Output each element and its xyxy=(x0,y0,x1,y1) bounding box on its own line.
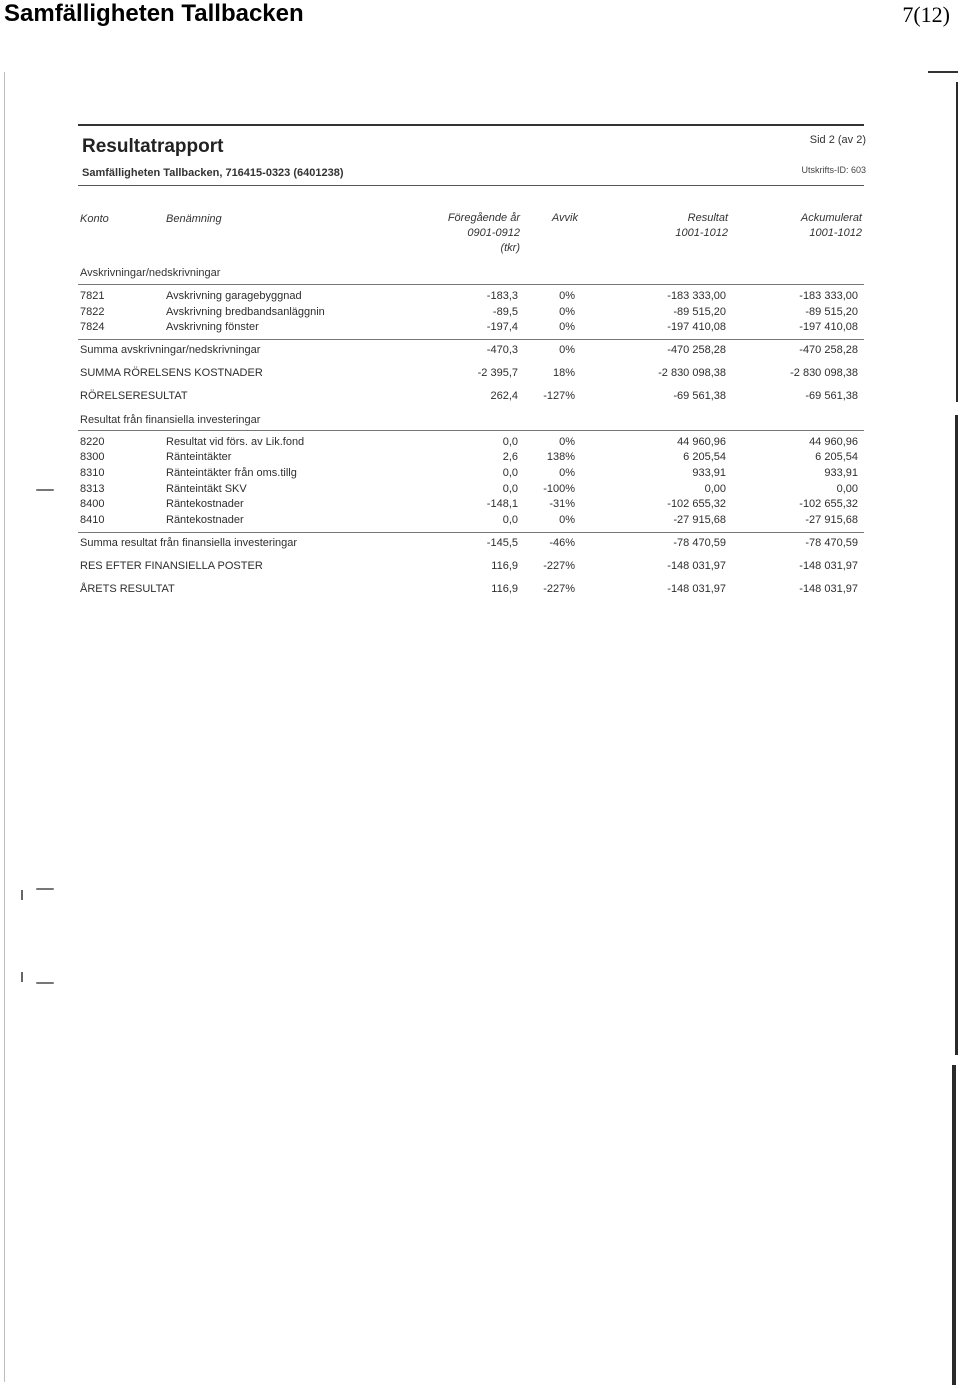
column-header-result-line1: Resultat xyxy=(687,212,728,224)
total-label: ÅRETS RESULTAT xyxy=(80,583,175,595)
scan-edge-right xyxy=(952,1065,956,1385)
section-rule xyxy=(78,430,864,431)
deviation-value: 0% xyxy=(559,436,575,448)
scan-edge-mark xyxy=(928,71,958,73)
previous-year-value: 262,4 xyxy=(490,390,518,402)
previous-year-value: 2,6 xyxy=(502,451,518,463)
previous-year-value: -89,5 xyxy=(492,306,518,318)
column-header-previous-year xyxy=(448,211,520,256)
previous-year-value: 0,0 xyxy=(502,436,518,448)
account-number: 7824 xyxy=(80,321,105,333)
account-number: 7821 xyxy=(80,290,105,302)
report-top-rule xyxy=(78,124,864,126)
previous-year-value: -145,5 xyxy=(486,537,518,549)
report-subtitle-rule xyxy=(78,185,864,186)
result-value: 0,00 xyxy=(704,483,726,495)
account-name: Avskrivning fönster xyxy=(166,321,259,333)
account-number: 8220 xyxy=(80,436,105,448)
table-row xyxy=(78,306,864,322)
account-name: Resultat vid förs. av Lik.fond xyxy=(166,436,305,448)
subtotal-row xyxy=(78,537,864,553)
result-value: -148 031,97 xyxy=(667,560,726,572)
total-row-operating-costs xyxy=(78,367,864,383)
column-header-accumulated xyxy=(801,211,862,241)
column-header-konto: Konto xyxy=(80,213,109,225)
deviation-value: -46% xyxy=(549,537,575,549)
column-header-accumulated-line2: 1001-1012 xyxy=(809,227,862,239)
account-name: Ränteintäkter från oms.tillg xyxy=(166,467,297,479)
scan-edge-left xyxy=(4,72,5,1382)
accumulated-value: -2 830 098,38 xyxy=(790,367,858,379)
column-header-previous-line3: (tkr) xyxy=(500,242,520,254)
account-name: Ränteintäkter xyxy=(166,451,232,463)
account-number: 8313 xyxy=(80,483,105,495)
report-print-id: Utskrifts-ID: 603 xyxy=(801,165,866,175)
account-name: Avskrivning garagebyggnad xyxy=(166,290,302,302)
subtotal-rule xyxy=(78,339,864,340)
accumulated-value: -69 561,38 xyxy=(805,390,858,402)
total-label: RÖRELSERESULTAT xyxy=(80,390,188,402)
accumulated-value: 0,00 xyxy=(836,483,858,495)
account-name: Avskrivning bredbandsanläggnin xyxy=(166,306,325,318)
previous-year-value: 116,9 xyxy=(491,583,518,595)
subtotal-rule xyxy=(78,532,864,533)
table-row xyxy=(78,436,864,452)
deviation-value: 0% xyxy=(559,344,575,356)
column-header-deviation: Avvik xyxy=(551,212,578,224)
account-number: 8400 xyxy=(80,498,105,510)
scan-edge-right xyxy=(956,82,958,402)
previous-year-value: 0,0 xyxy=(502,483,518,495)
accumulated-value: -78 470,59 xyxy=(805,537,858,549)
accumulated-value: -197 410,08 xyxy=(799,321,858,333)
table-row xyxy=(78,483,864,499)
accumulated-value: -89 515,20 xyxy=(805,306,858,318)
accumulated-value: -27 915,68 xyxy=(805,514,858,526)
report-subtitle: Samfälligheten Tallbacken, 716415-0323 (6401238) xyxy=(82,167,344,179)
total-label: RES EFTER FINANSIELLA POSTER xyxy=(80,560,263,572)
table-row xyxy=(78,514,864,530)
subtotal-label: Summa resultat från finansiella investeringar xyxy=(80,537,298,549)
report-title: Resultatrapport xyxy=(82,136,224,157)
deviation-value: 0% xyxy=(559,321,575,333)
result-value: -69 561,38 xyxy=(673,390,726,402)
accumulated-value: -470 258,28 xyxy=(799,344,858,356)
accumulated-value: 933,91 xyxy=(824,467,858,479)
result-value: 933,91 xyxy=(692,467,726,479)
deviation-value: 18% xyxy=(552,367,575,379)
result-value: 6 205,54 xyxy=(683,451,726,463)
total-row-operating-result xyxy=(78,390,864,406)
column-header-previous-line1: Föregående år xyxy=(447,212,520,224)
page-number: 7(12) xyxy=(902,2,950,27)
column-header-name: Benämning xyxy=(166,213,222,225)
account-number: 8410 xyxy=(80,514,105,526)
account-name: Räntekostnader xyxy=(166,498,244,510)
accumulated-value: -148 031,97 xyxy=(799,560,858,572)
result-value: -183 333,00 xyxy=(667,290,726,302)
table-row xyxy=(78,451,864,467)
account-name: Ränteintäkt SKV xyxy=(166,483,247,495)
deviation-value: 0% xyxy=(559,514,575,526)
punch-hole-mark xyxy=(36,982,54,984)
account-number: 8300 xyxy=(80,451,105,463)
page-header xyxy=(0,0,960,30)
deviation-value: 138% xyxy=(546,451,575,463)
result-value: 44 960,96 xyxy=(677,436,726,448)
table-row xyxy=(78,467,864,483)
previous-year-value: -183,3 xyxy=(486,290,518,302)
scan-tick-mark xyxy=(21,972,23,982)
account-number: 7822 xyxy=(80,306,105,318)
deviation-value: 0% xyxy=(559,467,575,479)
table-row xyxy=(78,498,864,514)
total-label: SUMMA RÖRELSENS KOSTNADER xyxy=(80,367,263,379)
deviation-value: 0% xyxy=(559,306,575,318)
section-label-financial: Resultat från finansiella investeringar xyxy=(80,414,261,426)
punch-hole-mark xyxy=(36,888,54,890)
deviation-value: -227% xyxy=(543,560,575,572)
deviation-value: -227% xyxy=(543,583,575,595)
report-page-label: Sid 2 (av 2) xyxy=(809,134,866,146)
document-title: Samfälligheten Tallbacken xyxy=(4,0,304,27)
accumulated-value: -102 655,32 xyxy=(799,498,858,510)
column-header-accumulated-line1: Ackumulerat xyxy=(800,212,862,224)
previous-year-value: -148,1 xyxy=(486,498,518,510)
punch-hole-mark xyxy=(36,489,54,491)
result-value: -27 915,68 xyxy=(673,514,726,526)
scan-edge-right xyxy=(955,415,958,1055)
subtotal-row xyxy=(78,344,864,360)
total-row-after-financial xyxy=(78,560,864,576)
previous-year-value: 0,0 xyxy=(502,467,518,479)
result-value: -148 031,97 xyxy=(667,583,726,595)
section-rule xyxy=(78,284,864,285)
previous-year-value: 116,9 xyxy=(491,560,518,572)
column-header-result-line2: 1001-1012 xyxy=(675,227,728,239)
previous-year-value: 0,0 xyxy=(502,514,518,526)
result-value: -470 258,28 xyxy=(667,344,726,356)
deviation-value: -31% xyxy=(549,498,575,510)
column-header-previous-line2: 0901-0912 xyxy=(467,227,520,239)
deviation-value: -100% xyxy=(543,483,575,495)
total-row-year-result xyxy=(78,583,864,599)
result-value: -102 655,32 xyxy=(667,498,726,510)
previous-year-value: -2 395,7 xyxy=(477,367,518,379)
accumulated-value: 44 960,96 xyxy=(809,436,858,448)
table-row xyxy=(78,290,864,306)
result-value: -2 830 098,38 xyxy=(658,367,726,379)
deviation-value: -127% xyxy=(543,390,575,402)
result-value: -89 515,20 xyxy=(673,306,726,318)
column-header-result xyxy=(675,211,728,241)
table-row xyxy=(78,321,864,337)
account-number: 8310 xyxy=(80,467,105,479)
scan-tick-mark xyxy=(21,890,23,900)
previous-year-value: -197,4 xyxy=(486,321,518,333)
deviation-value: 0% xyxy=(559,290,575,302)
previous-year-value: -470,3 xyxy=(486,344,518,356)
subtotal-label: Summa avskrivningar/nedskrivningar xyxy=(80,344,261,356)
accumulated-value: 6 205,54 xyxy=(815,451,858,463)
result-value: -197 410,08 xyxy=(667,321,726,333)
section-label-depreciation: Avskrivningar/nedskrivningar xyxy=(80,267,221,279)
accumulated-value: -148 031,97 xyxy=(799,583,858,595)
result-value: -78 470,59 xyxy=(673,537,726,549)
accumulated-value: -183 333,00 xyxy=(799,290,858,302)
account-name: Räntekostnader xyxy=(166,514,244,526)
